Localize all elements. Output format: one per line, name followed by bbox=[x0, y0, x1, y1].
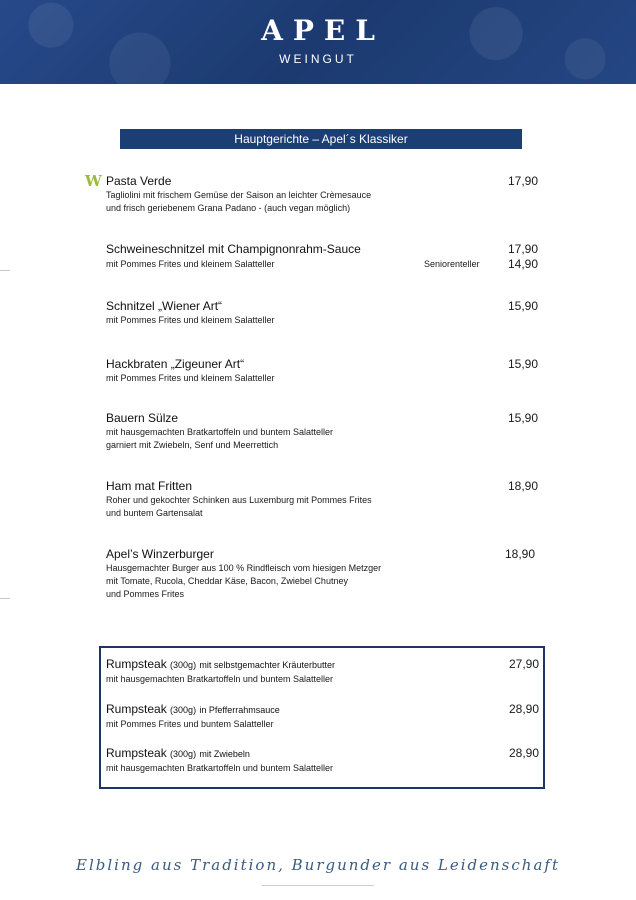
steak-price: 28,90 bbox=[508, 746, 539, 760]
dish-description: Hausgemachter Burger aus 100 % Rindfleisch vom hiesigen Metzger bbox=[106, 563, 382, 573]
dish-price: 17,90 bbox=[507, 174, 538, 188]
dish-item bbox=[106, 299, 538, 327]
dish-title: Schweineschnitzel mit Champignonrahm-Sauce bbox=[106, 242, 361, 256]
steak-item bbox=[106, 746, 539, 775]
steak-description: mit Pommes Frites und buntem Salatteller bbox=[106, 719, 274, 729]
footer-slogan: Elbling aus Tradition, Burgunder aus Leidenschaft bbox=[76, 856, 560, 874]
margin-mark bbox=[0, 598, 10, 599]
dish-item bbox=[106, 411, 538, 452]
dish-price: 15,90 bbox=[507, 411, 538, 425]
header-banner bbox=[0, 0, 636, 84]
dish-item bbox=[106, 242, 538, 272]
steak-item bbox=[106, 702, 539, 731]
steak-item bbox=[106, 657, 539, 686]
dish-description: und frisch geriebenem Grana Padano - (auch vegan möglich) bbox=[106, 203, 351, 213]
dish-description: mit Pommes Frites und kleinem Salatteller bbox=[106, 259, 275, 269]
brand-logo: APEL bbox=[261, 14, 385, 47]
dish-price: 15,90 bbox=[507, 299, 538, 313]
steak-description: mit hausgemachten Bratkartoffeln und buntem Salatteller bbox=[106, 763, 333, 773]
steak-price: 27,90 bbox=[508, 657, 539, 671]
steak-weight: (300g) bbox=[170, 705, 197, 715]
steak-extra: mit selbstgemachter Kräuterbutter bbox=[199, 660, 335, 670]
steak-extra: mit Zwiebeln bbox=[199, 749, 250, 759]
dish-price: 18,90 bbox=[504, 547, 535, 561]
steak-extra: in Pfefferrahmsauce bbox=[199, 705, 280, 715]
dish-price: 17,90 bbox=[507, 242, 538, 256]
dish-title: Pasta Verde bbox=[106, 174, 172, 188]
steak-title: Rumpsteak bbox=[106, 746, 167, 760]
wine-logo-icon: W bbox=[85, 172, 102, 190]
dish-title: Ham mat Fritten bbox=[106, 479, 193, 493]
steak-box bbox=[99, 646, 545, 789]
dish-title: Hackbraten „Zigeuner Art“ bbox=[106, 357, 245, 371]
brand-subtitle: WEINGUT bbox=[279, 52, 357, 66]
dish-description: mit Pommes Frites und kleinem Salatteller bbox=[106, 373, 275, 383]
steak-title: Rumpsteak bbox=[106, 657, 167, 671]
senior-label: Seniorenteller bbox=[424, 259, 480, 269]
dish-item bbox=[106, 357, 538, 385]
steak-title: Rumpsteak bbox=[106, 702, 167, 716]
dish-description: Roher und gekochter Schinken aus Luxemburg mit Pommes Frites bbox=[106, 495, 372, 505]
dish-price: 18,90 bbox=[507, 479, 538, 493]
footer-divider bbox=[262, 885, 374, 886]
steak-description: mit hausgemachten Bratkartoffeln und buntem Salatteller bbox=[106, 674, 333, 684]
dish-description: mit Pommes Frites und kleinem Salatteller bbox=[106, 315, 275, 325]
dish-description: mit hausgemachten Bratkartoffeln und buntem Salatteller bbox=[106, 427, 333, 437]
dish-title: Apel’s Winzerburger bbox=[106, 547, 214, 561]
dish-price: 15,90 bbox=[507, 357, 538, 371]
dish-title: Schnitzel „Wiener Art“ bbox=[106, 299, 223, 313]
dish-description: und buntem Gartensalat bbox=[106, 508, 203, 518]
dish-description: mit Tomate, Rucola, Cheddar Käse, Bacon, Zwiebel Chutney bbox=[106, 576, 348, 586]
steak-price: 28,90 bbox=[508, 702, 539, 716]
dish-description: und Pommes Frites bbox=[106, 589, 185, 599]
steak-weight: (300g) bbox=[170, 749, 197, 759]
dish-description: Tagliolini mit frischem Gemüse der Saison an leichter Crèmesauce bbox=[106, 190, 372, 200]
steak-weight: (300g) bbox=[170, 660, 197, 670]
senior-price: 14,90 bbox=[507, 257, 538, 271]
margin-mark bbox=[0, 270, 10, 271]
dish-description: garniert mit Zwiebeln, Senf und Meerrettich bbox=[106, 440, 279, 450]
section-title: Hauptgerichte – Apel´s Klassiker bbox=[120, 129, 522, 149]
dish-item bbox=[106, 479, 538, 520]
dish-title: Bauern Sülze bbox=[106, 411, 179, 425]
dish-item bbox=[106, 174, 538, 215]
dish-item bbox=[106, 547, 538, 601]
